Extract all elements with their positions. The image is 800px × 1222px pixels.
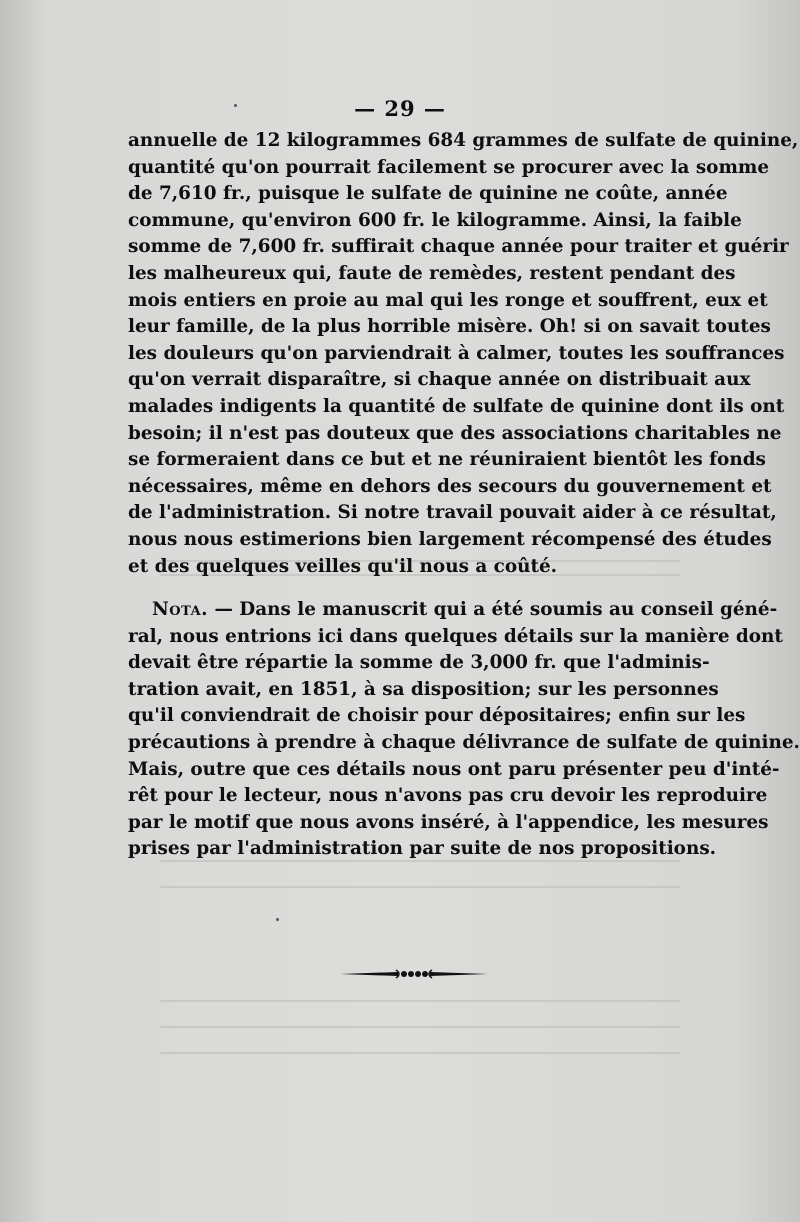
text-line: annuelle de 12 kilogrammes 684 grammes de sulfate de quinine,: [128, 130, 799, 151]
text-line: rêt pour le lecteur, nous n'avons pas cru devoir les reproduire: [128, 785, 768, 807]
text-line: somme de 7,600 fr. suffirait chaque année pour traiter et guérir: [128, 236, 789, 258]
text-line: de l'administration. Si notre travail pouvait aider à ce résultat,: [128, 502, 777, 524]
text-line: besoin; il n'est pas douteux que des associations charitables ne: [128, 422, 782, 444]
text-line: tration avait, en 1851, à sa disposition; sur les personnes: [128, 678, 719, 700]
text-line: de 7,610 fr., puisque le sulfate de quinine ne coûte, année: [128, 183, 728, 205]
page-number: — 29 —: [354, 96, 446, 121]
paragraph-main: [128, 128, 799, 580]
text-line: nous nous estimerions bien largement récompensé des études: [128, 528, 772, 550]
text-line: qu'il conviendrait de choisir pour dépositaires; enfin sur les: [128, 705, 746, 727]
text-line: et des quelques veilles qu'il nous a coûté.: [128, 555, 558, 577]
show-through-line: [160, 1026, 680, 1028]
show-through-line: [160, 1000, 680, 1002]
text-line: les malheureux qui, faute de remèdes, restent pendant des: [128, 262, 736, 284]
text-line: malades indigents la quantité de sulfate de quinine dont ils ont: [128, 395, 785, 417]
text-line: prises par l'administration par suite de nos propositions.: [128, 838, 717, 860]
text-line: se formeraient dans ce but et ne réuniraient bientôt les fonds: [128, 449, 766, 471]
text-line: Mais, outre que ces détails nous ont paru présenter peu d'inté-: [128, 758, 780, 780]
text-line: commune, qu'environ 600 fr. le kilogramme. Ainsi, la faible: [128, 209, 742, 231]
show-through-line: [160, 1052, 680, 1054]
text-line: les douleurs qu'on parviendrait à calmer, toutes les souffrances: [128, 342, 785, 364]
text-line: mois entiers en proie au mal qui les ronge et souffrent, eux et: [128, 289, 768, 311]
nota-first-line: [128, 597, 778, 624]
text-line: par le motif que nous avons inséré, à l'appendice, les mesures: [128, 811, 769, 833]
paragraph-nota: [128, 597, 800, 863]
show-through-line: [160, 886, 680, 888]
ink-speck: [276, 918, 279, 921]
text-line: quantité qu'on pourrait facilement se procurer avec la somme: [128, 156, 770, 178]
tailpiece-ornament-icon: [338, 964, 490, 984]
text-line: leur famille, de la plus horrible misère. Oh! si on savait toutes: [128, 316, 771, 338]
text-line: qu'on verrait disparaître, si chaque année on distribuait aux: [128, 369, 751, 391]
text-line: nécessaires, même en dehors des secours du gouvernement et: [128, 475, 772, 497]
nota-first-line-text: — Dans le manuscrit qui a été soumis au conseil géné-: [208, 599, 778, 620]
text-line: ral, nous entrions ici dans quelques détails sur la manière dont: [128, 625, 783, 647]
text-line: précautions à prendre à chaque délivrance de sulfate de quinine.: [128, 731, 800, 753]
text-line: devait être répartie la somme de 3,000 fr. que l'adminis-: [128, 652, 710, 674]
nota-label: Nota.: [152, 599, 209, 620]
